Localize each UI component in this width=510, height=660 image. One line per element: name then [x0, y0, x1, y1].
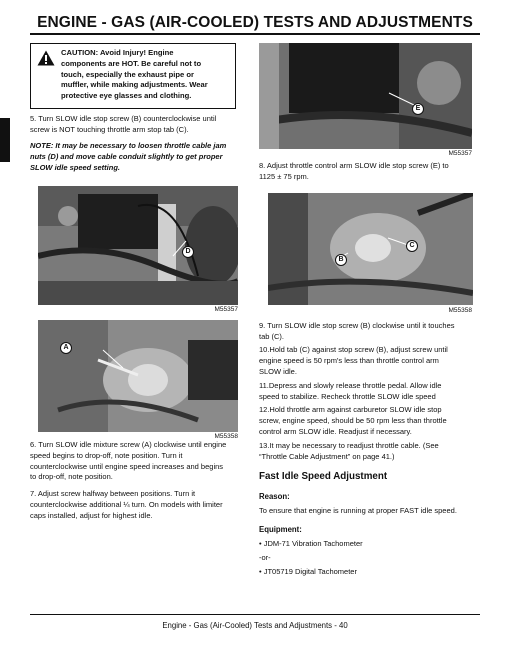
step-13-line: 13.It may be necessary to readjust throttle cable. (See: [259, 441, 439, 450]
step-12: [259, 405, 484, 437]
fast-idle-heading: Fast Idle Speed Adjustment: [259, 471, 388, 482]
figure-code: M55357: [448, 150, 472, 157]
step-12-line: 12.Hold throttle arm against carburetor SLOW idle stop: [259, 405, 442, 414]
callout-b: B: [335, 254, 347, 266]
step-9-line: tab (C).: [259, 331, 285, 341]
reason-heading: Reason:: [259, 492, 290, 501]
step-7-line: 7. Adjust screw halfway between positions. Turn it: [30, 489, 196, 498]
step-8-line: 1125 ± 75 rpm.: [259, 171, 309, 181]
step-13: [259, 441, 484, 463]
equipment-heading: Equipment:: [259, 525, 302, 534]
engine-photo-image: [38, 186, 238, 305]
step-12-line: control arm SLOW idle. Readjust if necessary.: [259, 426, 412, 436]
equipment-item: • JDM-71 Vibration Tachometer: [259, 539, 363, 548]
section-tab: [0, 118, 10, 162]
caution-line: muffler, while making adjustments. Wear: [61, 80, 208, 90]
note-line: SLOW idle speed setting.: [30, 162, 121, 172]
photo-carburetor-mixture: [38, 320, 238, 432]
step-6: [30, 440, 250, 483]
footer-rule: [30, 614, 480, 615]
caution-line: touch, especially the exhaust pipe or: [61, 69, 194, 79]
callout-e: E: [412, 103, 424, 115]
step-6-line: to drop-off, note position.: [30, 472, 113, 482]
step-6-line: speed begins to drop-off, note position. Turn it: [30, 450, 183, 460]
page-title: ENGINE - GAS (AIR-COOLED) TESTS AND ADJUSTMENTS: [37, 14, 473, 31]
step-7-line: counterclockwise additional ¼ turn. On models with limiter: [30, 499, 223, 509]
caution-text: [61, 48, 229, 102]
equipment-or: -or-: [259, 553, 271, 562]
step-6-line: 6. Turn SLOW idle mixture screw (A) clockwise until engine: [30, 440, 227, 449]
step-7: [30, 489, 250, 521]
header-rule: [30, 33, 480, 35]
step-5: [30, 114, 245, 136]
step-11-line: 11.Depress and slowly release throttle pedal. Allow idle: [259, 381, 442, 390]
step-13-line: “Throttle Cable Adjustment” on page 41.): [259, 451, 395, 461]
step-9: [259, 321, 484, 343]
step-12-line: screw, engine speed, should be 50 rpm less than throttle: [259, 415, 447, 425]
equipment-item: • JT05719 Digital Tachometer: [259, 567, 357, 576]
photo-throttle-cable: [38, 186, 238, 305]
step-10-line: engine speed is 50 rpm's less than throttle control arm: [259, 355, 439, 365]
callout-c: C: [406, 240, 418, 252]
step-11: [259, 381, 484, 403]
note-line: NOTE: It may be necessary to loosen throttle cable jam: [30, 141, 227, 150]
caution-line: CAUTION: Avoid Injury! Engine: [61, 48, 174, 57]
step-7-line: caps installed, adjust for highest idle.: [30, 510, 153, 520]
step-11-line: speed to stabilize. Recheck throttle SLOW idle speed: [259, 391, 436, 401]
page-footer: Engine - Gas (Air-Cooled) Tests and Adjustments - 40: [162, 621, 348, 630]
step-10-line: 10.Hold tab (C) against stop screw (B), adjust screw until: [259, 345, 448, 354]
step-8: [259, 161, 484, 183]
throttle-arm-photo-image: [259, 43, 472, 149]
caution-box: [30, 43, 236, 109]
carburetor-photo-image: [38, 320, 238, 432]
photo-slow-idle-stop-screw: [268, 193, 473, 305]
callout-d: D: [182, 246, 194, 258]
stop-screw-photo-image: [268, 193, 473, 305]
step-10-line: SLOW idle.: [259, 366, 297, 376]
caution-line: protective eye glasses and clothing.: [61, 91, 192, 101]
photo-throttle-control-arm: [259, 43, 472, 149]
callout-a: A: [60, 342, 72, 354]
step-5-line: 5. Turn SLOW idle stop screw (B) counterclockwise until: [30, 114, 217, 123]
warning-triangle-icon: [37, 50, 55, 66]
note-line: nuts (D) and move cable conduit slightly to get proper: [30, 151, 223, 161]
step-6-line: counterclockwise until engine speed increases and begins: [30, 461, 224, 471]
note: [30, 141, 250, 173]
figure-code: M55358: [214, 433, 238, 440]
step-8-line: 8. Adjust throttle control arm SLOW idle stop screw (E) to: [259, 161, 449, 170]
caution-line: components are HOT. Be careful not to: [61, 58, 202, 68]
reason-text: To ensure that engine is running at proper FAST idle speed.: [259, 506, 457, 515]
step-10: [259, 345, 484, 377]
step-5-line: screw is NOT touching throttle arm stop tab (C).: [30, 124, 189, 134]
figure-code: M55357: [214, 306, 238, 313]
step-9-line: 9. Turn SLOW idle stop screw (B) clockwise until it touches: [259, 321, 455, 330]
figure-code: M55358: [448, 307, 472, 314]
